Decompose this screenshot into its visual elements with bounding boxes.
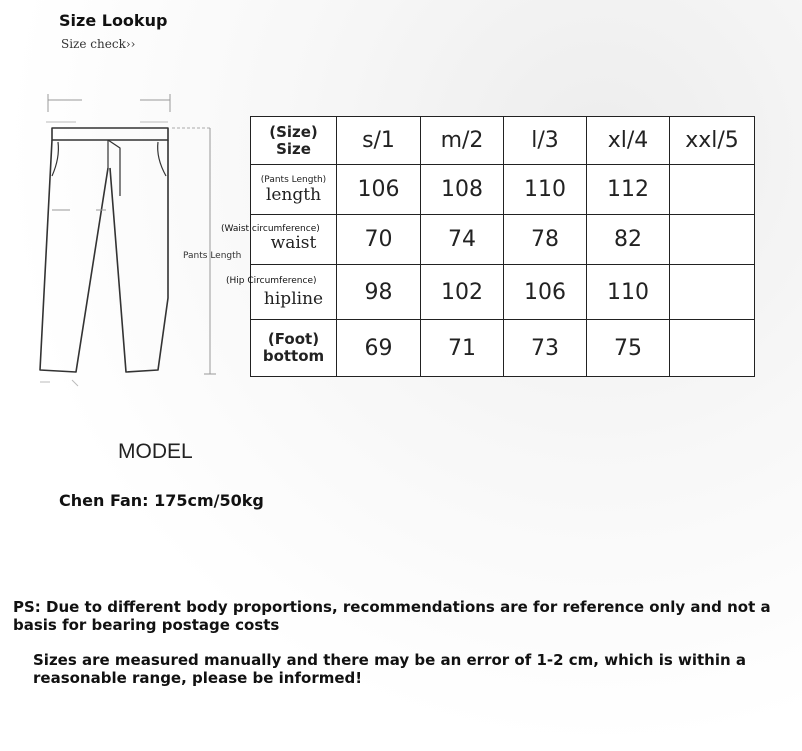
table-cell: 102	[421, 265, 504, 320]
table-cell	[670, 165, 755, 215]
row-label	[251, 320, 337, 377]
table-cell: 106	[504, 265, 587, 320]
page-subtitle: Size check››	[61, 37, 136, 51]
table-cell: 106	[337, 165, 421, 215]
measurement-note: Sizes are measured manually and there may be an error of 1-2 cm, which is within a reasonable range, please be informed!	[33, 651, 746, 687]
table-row	[251, 320, 755, 377]
size-col-header: xxl/5	[670, 117, 755, 165]
row-label	[251, 265, 337, 320]
table-cell	[670, 215, 755, 265]
row-label-bottom: bottom	[262, 347, 325, 365]
model-heading: MODEL	[118, 440, 193, 463]
table-cell: 108	[421, 165, 504, 215]
row-label-bottom: hipline	[263, 288, 324, 309]
waist-circumference-label: (Waist circumference)	[221, 224, 320, 234]
pants-length-label: Pants Length	[183, 251, 242, 261]
table-cell: 110	[587, 265, 670, 320]
page-title: Size Lookup	[59, 11, 168, 30]
table-cell: 112	[587, 165, 670, 215]
size-col-header: m/2	[421, 117, 504, 165]
size-header-cell	[251, 117, 337, 165]
row-label	[251, 215, 337, 265]
hip-circumference-label: (Hip Circumference)	[226, 276, 317, 286]
size-header-top: (Size)	[269, 122, 318, 141]
table-cell: 69	[337, 320, 421, 377]
table-cell: 73	[504, 320, 587, 377]
table-cell: 82	[587, 215, 670, 265]
row-label-top: (Foot)	[267, 330, 320, 348]
table-cell: 74	[421, 215, 504, 265]
size-col-header: l/3	[504, 117, 587, 165]
table-cell: 98	[337, 265, 421, 320]
table-row	[251, 165, 755, 215]
pants-diagram	[30, 88, 220, 393]
table-cell	[670, 265, 755, 320]
row-label-bottom: length	[265, 184, 322, 205]
ps-note: PS: Due to different body proportions, recommendations are for reference only and not a basis for bearing postage costs	[13, 598, 771, 634]
table-cell: 110	[504, 165, 587, 215]
row-label-top: (Pants Length)	[260, 174, 327, 185]
size-col-header: s/1	[337, 117, 421, 165]
table-cell: 75	[587, 320, 670, 377]
table-row	[251, 215, 755, 265]
model-info: Chen Fan: 175cm/50kg	[59, 491, 264, 510]
size-col-header: xl/4	[587, 117, 670, 165]
row-label	[251, 165, 337, 215]
table-header-row	[251, 117, 755, 165]
table-cell: 71	[421, 320, 504, 377]
table-row	[251, 265, 755, 320]
size-header-bottom: Size	[276, 139, 311, 158]
table-cell: 70	[337, 215, 421, 265]
table-cell: 78	[504, 215, 587, 265]
row-label-bottom: waist	[270, 233, 317, 253]
size-table	[250, 116, 755, 377]
table-cell	[670, 320, 755, 377]
